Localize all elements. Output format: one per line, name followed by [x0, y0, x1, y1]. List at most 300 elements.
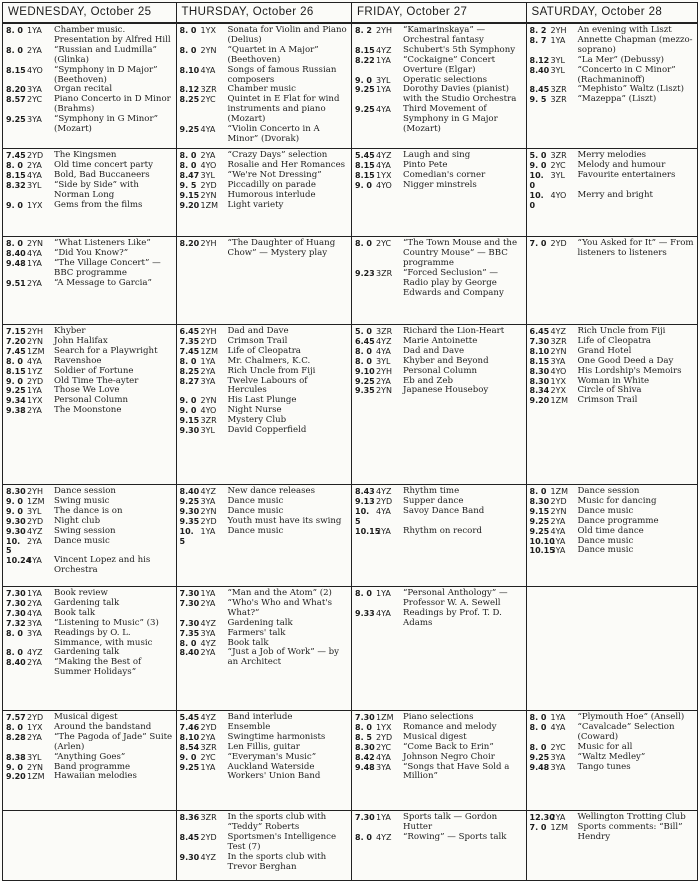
entry-station: 1ZM [550, 396, 568, 406]
entry-station: 2YD [27, 376, 44, 386]
entry-station: 3YL [27, 506, 42, 516]
entry-station: 2YC [200, 752, 216, 762]
entry-time: 6.45 [529, 327, 550, 336]
program-entry [180, 46, 350, 66]
entry-program: The Kingsmen [54, 150, 117, 160]
entry-time: 8. 0 [355, 589, 372, 598]
entry-station: 1YX [27, 396, 43, 406]
entry-time: 8.20 [6, 85, 26, 95]
entry-time: 8. 0 [179, 45, 197, 55]
program-entry [180, 125, 350, 145]
entry-program: Life of Cleopatra [577, 335, 651, 346]
entry-station: 4YZ [376, 151, 392, 160]
entry-program: The dance is on [54, 505, 123, 516]
program-entry [355, 105, 524, 135]
entry-station: 1ZM [27, 496, 45, 506]
entry-time: 8. 0 [355, 346, 372, 356]
entry-program: Personal Column [54, 395, 129, 406]
entry-station: 1YA [376, 813, 391, 822]
cell [527, 587, 698, 710]
entry-program: Sports talk — Gordon Hutter [403, 812, 498, 832]
cell [527, 149, 698, 236]
program-entry [180, 426, 350, 436]
entry-time: 7.30 [529, 336, 550, 346]
entry-time: 8. 0 [179, 151, 197, 160]
entry-program: Humorous interlude [227, 189, 316, 200]
entry-station: 4YA [550, 722, 566, 732]
entry-station: 4YZ [200, 618, 216, 628]
entry-time: 7. 0 [529, 239, 547, 248]
program-entry [355, 833, 524, 843]
entry-station: 1YX [550, 376, 566, 386]
program-entry [355, 269, 524, 299]
entry-program: “The Daughter of Huang Chow” — Mystery play [227, 238, 336, 258]
entry-station: 2YH [376, 366, 392, 376]
entry-station: 3ZR [200, 416, 217, 426]
entry-station: 3YL [550, 65, 565, 75]
entry-time: 8. 7 [529, 35, 547, 45]
entry-program: In the sports club with Trevor Berghan [227, 851, 327, 872]
entry-time: 8.20 [179, 239, 200, 248]
entry-station: 2YA [550, 516, 566, 526]
entry-time: 9.48 [529, 762, 550, 772]
entry-station: 1YA [27, 386, 42, 396]
entry-station: 3YL [200, 170, 215, 180]
entry-time: 9.25 [6, 115, 26, 125]
entry-time: 8.30 [529, 496, 550, 506]
entry-program: Readings by Prof. T. D. Adams [403, 607, 502, 628]
entry-time: 9.15 [179, 190, 200, 200]
cell [352, 149, 527, 236]
entry-program: David Copperfield [227, 425, 307, 436]
entry-program: Rhythm time [403, 486, 460, 496]
entry-program: One Good Deed a Day [577, 355, 674, 366]
entry-program: “Just a Job of Work” — by an Architect [227, 647, 340, 668]
entry-program: Youth must have its swing [227, 515, 342, 526]
entry-station: 2YA [200, 151, 216, 160]
entry-station: 3ZR [376, 268, 393, 278]
entry-time: 9. 0 [6, 200, 23, 210]
entry-station: 4YA [200, 125, 216, 135]
entry-time: 8. 0 [6, 239, 23, 248]
cell [352, 711, 527, 810]
cell [3, 325, 177, 484]
entry-time: 9.30 [179, 506, 200, 516]
entry-time: 9.20 [6, 772, 26, 782]
entry-program: Tango tunes [577, 761, 631, 772]
entry-station: 4YZ [200, 852, 216, 862]
entry-program: In the sports club with “Teddy” Roberts [227, 812, 327, 832]
entry-program: Khyber [54, 326, 86, 336]
entry-station: 1YX [200, 26, 216, 35]
entry-program: Dance music [577, 545, 634, 556]
entry-station: 4YZ [376, 487, 392, 496]
cell [352, 24, 527, 148]
entry-program: Len Fillis, guitar [227, 741, 300, 752]
entry-program: “Personal Anthology” — Professor W. A. Sewell [403, 588, 508, 608]
entry-time: 6.45 [179, 327, 200, 336]
program-entry [530, 191, 696, 211]
entry-program: Melody and humour [577, 159, 666, 170]
entry-station: 1YA [550, 713, 566, 722]
entry-time: 9.25 [529, 516, 550, 526]
entry-time: 8. 0 [6, 26, 23, 35]
entry-station: 4YA [550, 526, 566, 536]
entry-time: 8. 0 [6, 356, 23, 366]
entry-time: 9. 0 [529, 160, 547, 170]
entry-station: 2YH [27, 487, 43, 496]
entry-station: 1YA [27, 26, 42, 35]
entry-program: Crimson Trail [577, 395, 638, 406]
entry-station: 1YX [27, 722, 43, 732]
entry-time: 8.15 [6, 366, 26, 376]
entry-program: Piccadilly on parade [227, 179, 316, 190]
entry-station: 1ZM [550, 487, 568, 496]
entry-program: Rhythm on record [403, 525, 482, 536]
entry-station: 4YZ [376, 336, 392, 346]
entry-station: 3YL [376, 75, 391, 85]
entry-station: 1YA [550, 35, 566, 45]
entry-station: 2YN [550, 346, 567, 356]
entry-station: 1YA [376, 55, 391, 65]
entry-time: 5. 0 [529, 151, 547, 160]
entry-program: Old time concert party [54, 159, 153, 170]
entry-station: 1ZM [200, 346, 218, 356]
program-entry [355, 56, 524, 76]
cell [3, 149, 177, 236]
program-entry [530, 66, 696, 86]
entry-program: Swingtime harmonists [227, 731, 326, 742]
program-entry [530, 723, 696, 743]
entry-time: 10. 5 [6, 536, 21, 556]
entry-station: 3YA [27, 85, 42, 95]
entry-time: 8.15 [529, 356, 550, 366]
entry-program: Eb and Zeb [403, 375, 453, 386]
entry-program: Dance music [227, 505, 284, 516]
entry-program: Band programme [54, 761, 131, 772]
entry-time: 9. 0 [355, 180, 372, 190]
entry-time: 10. 0 [529, 190, 544, 210]
entry-program: Gems from the films [54, 199, 143, 210]
entry-program: Dance programme [577, 515, 659, 526]
program-entry [180, 95, 350, 125]
entry-station: 3ZR [550, 85, 567, 95]
entry-station: 2YD [376, 732, 393, 742]
program-entry [355, 609, 524, 629]
entry-station: 1YX [376, 722, 392, 732]
entry-time: 8.15 [6, 170, 26, 180]
cell [177, 325, 353, 484]
entry-program: Circle of Shiva [577, 385, 642, 396]
entry-time: 9.48 [355, 762, 375, 772]
entry-time: 9.35 [179, 516, 200, 526]
entry-station: 3YA [550, 752, 566, 762]
row-band-music [3, 711, 697, 811]
entry-program: Third Movement of Symphony in G Major (Mozart) [403, 104, 498, 135]
entry-time: 8.45 [529, 85, 550, 95]
entry-time: 9.25 [355, 85, 375, 95]
entry-time: 8.25 [179, 366, 200, 376]
day-header: FRIDAY, October 27 [352, 3, 527, 22]
entry-time: 9.20 [179, 200, 200, 210]
day-header: THURSDAY, October 26 [177, 3, 353, 22]
entry-time: 7.30 [179, 618, 200, 628]
entry-time: 8.32 [6, 180, 26, 190]
cell [3, 485, 177, 586]
entry-program: Pinto Pete [403, 159, 448, 170]
entry-time: 9.10 [355, 366, 375, 376]
entry-station: 2YD [200, 180, 217, 190]
entry-time: 7.30 [179, 589, 200, 598]
entry-station: 2YA [27, 45, 42, 55]
entry-program: His Last Plunge [227, 395, 297, 406]
program-entry [355, 85, 524, 105]
program-entry [180, 753, 350, 763]
entry-station: 3YL [376, 356, 391, 366]
entry-program: Merry and bright [577, 189, 653, 200]
entry-station: 2YH [200, 239, 217, 248]
entry-station: 2YN [200, 396, 217, 406]
entry-station: 2YA [200, 648, 216, 658]
entry-program: Japanese Houseboy [403, 385, 489, 396]
entry-time: 7.30 [6, 598, 26, 608]
entry-station: 4YZ [200, 713, 216, 722]
entry-time: 9.13 [355, 496, 375, 506]
entry-station: 2YA [27, 732, 42, 742]
entry-program: “La Mer” (Debussy) [577, 54, 664, 65]
entry-time: 8. 0 [529, 713, 547, 722]
entry-station: 2YC [376, 239, 392, 248]
entry-station: 3YA [27, 115, 42, 125]
cell [177, 587, 353, 710]
entry-program: “Violin Concerto in A Minor” (Dvorak) [227, 124, 320, 144]
cell [3, 811, 177, 880]
entry-program: Book talk [227, 637, 269, 648]
entry-program: Night Nurse [227, 405, 282, 416]
entry-time: 9.23 [355, 268, 375, 278]
entry-program: Farmers' talk [227, 627, 286, 638]
entry-program: Laugh and sing [403, 150, 471, 160]
program-entry [530, 396, 696, 406]
program-entry [530, 36, 696, 56]
entry-station: 2YH [27, 327, 43, 336]
entry-program: Mr. Chalmers, K.C. [227, 355, 311, 366]
entry-time: 8.47 [179, 170, 200, 180]
program-rows [3, 24, 697, 880]
entry-program: Swing music [54, 495, 110, 506]
entry-program: Book review [54, 588, 108, 598]
entry-program: “Plymouth Hoe” (Ansell) [577, 712, 685, 722]
entry-time: 7. 0 [529, 822, 547, 832]
entry-time: 9.25 [355, 105, 375, 115]
entry-program: Swing session [54, 525, 116, 536]
entry-station: 2YN [200, 506, 217, 516]
entry-time: 5.45 [355, 151, 375, 160]
entry-time: 7.45 [179, 346, 200, 356]
entry-time: 8.30 [529, 366, 550, 376]
entry-station: 4YO [550, 190, 567, 200]
entry-time: 8.28 [6, 732, 26, 742]
entry-station: 3YL [550, 170, 565, 180]
entry-program: Comedian's corner [403, 169, 486, 180]
entry-program: Grand Hotel [577, 345, 632, 356]
entry-program: “Did You Know?” [54, 247, 129, 258]
entry-station: 1YA [376, 589, 391, 598]
entry-program: Dance music [227, 525, 284, 536]
entry-time: 7.30 [355, 713, 375, 722]
entry-program: Those We Love [54, 385, 120, 396]
program-entry [6, 259, 174, 279]
entry-station: 1ZM [27, 346, 45, 356]
entry-program: Crimson Trail [227, 335, 288, 346]
entry-program: Nigger minstrels [403, 179, 477, 190]
program-entry [6, 406, 174, 416]
entry-time: 8.22 [355, 55, 375, 65]
entry-station: 1ZM [27, 772, 45, 782]
entry-time: 8. 0 [6, 648, 23, 658]
program-entry [180, 833, 350, 853]
entry-time: 7.45 [6, 151, 26, 160]
program-entry [180, 26, 350, 46]
row-sports [3, 811, 697, 880]
entry-station: 3ZR [200, 85, 217, 95]
day-header: SATURDAY, October 28 [531, 6, 663, 18]
entry-program: “You Asked for It” — From listeners to listeners [577, 238, 694, 258]
entry-station: 2YN [27, 762, 43, 772]
entry-program: Mystery Club [227, 415, 287, 426]
entry-program: “Who's Who and What's What?” [227, 597, 333, 618]
entry-station: 3YL [27, 752, 42, 762]
cell [352, 485, 527, 586]
entry-station: 2YA [27, 406, 42, 416]
entry-station: 2YA [27, 278, 42, 288]
entry-station: 2YD [200, 336, 217, 346]
entry-program: “Anything Goes” [54, 751, 126, 762]
entry-station: 1YA [27, 589, 42, 598]
entry-program: Old Time The-ayter [54, 375, 139, 386]
program-entry [355, 507, 524, 527]
entry-station: 4YO [200, 406, 217, 416]
entry-time: 9.30 [179, 426, 200, 436]
cell [177, 811, 353, 880]
entry-station: 2YA [550, 813, 566, 822]
entry-station: 3YA [550, 546, 566, 556]
entry-program: Gardening talk [54, 647, 120, 658]
program-entry [6, 279, 174, 289]
entry-station: 2YA [27, 536, 42, 546]
cell [352, 325, 527, 484]
program-entry [180, 239, 350, 259]
entry-program: Annette Chapman (mezzo-soprano) [577, 34, 693, 55]
entry-program: “Russian and Ludmilla” (Glinka) [54, 44, 157, 65]
entry-station: 2YD [27, 516, 44, 526]
entry-station: 4YA [376, 105, 391, 115]
entry-station: 2YA [200, 598, 216, 608]
entry-station: 4YA [200, 65, 216, 75]
entry-time: 8.15 [6, 65, 26, 75]
entry-program: Musical digest [403, 731, 467, 742]
cell [177, 24, 353, 148]
entry-station: 2YH [200, 327, 217, 336]
program-entry [355, 763, 524, 783]
entry-program: Readings by O. L. Simmance, with music [54, 627, 153, 648]
entry-time: 9. 0 [6, 506, 23, 516]
entry-time: 9. 0 [6, 762, 23, 772]
entry-time: 9. 0 [6, 376, 23, 386]
entry-program: Vincent Lopez and his Orchestra [54, 555, 151, 576]
entry-station: 2YA [27, 658, 42, 668]
entry-program: An evening with Liszt [577, 25, 672, 35]
cell [527, 325, 698, 484]
entry-time: 8. 5 [355, 732, 372, 742]
entry-time: 9.30 [179, 852, 200, 862]
entry-program: “Crazy Days” selection [227, 150, 328, 160]
entry-program: Savoy Dance Band [403, 505, 485, 516]
entry-time: 7.45 [6, 346, 26, 356]
program-entry [355, 527, 524, 537]
entry-time: 9.15 [179, 416, 200, 426]
program-entry [355, 26, 524, 46]
program-entry [355, 589, 524, 609]
entry-time: 8.40 [6, 248, 26, 258]
entry-station: 3ZR [376, 327, 393, 336]
cell [527, 237, 698, 324]
entry-time: 7.30 [355, 813, 375, 822]
cell [3, 587, 177, 710]
entry-station: 2YC [550, 742, 566, 752]
program-entry [355, 813, 524, 833]
entry-time: 8. 2 [355, 26, 372, 35]
entry-time: 8. 0 [179, 638, 197, 648]
entry-station: 3YA [200, 376, 216, 386]
entry-station: 2YD [376, 496, 393, 506]
entry-time: 8. 0 [179, 26, 197, 35]
entry-time: 8. 0 [179, 160, 197, 170]
entry-station: 3YA [376, 762, 391, 772]
entry-time: 8.36 [179, 813, 200, 822]
program-entry [6, 26, 174, 46]
entry-time: 9. 0 [179, 396, 197, 406]
cell [352, 811, 527, 880]
entry-time: 9.25 [179, 762, 200, 772]
entry-time: 8.12 [179, 85, 200, 95]
entry-program: “Symphony in G Minor” (Mozart) [54, 114, 158, 135]
entry-program: Light variety [227, 199, 284, 210]
row-classical [3, 24, 697, 149]
entry-station: 2YA [376, 526, 391, 536]
entry-program: Dance session [54, 486, 116, 496]
entry-time: 8. 0 [6, 45, 23, 55]
entry-station: 2YH [550, 26, 567, 35]
entry-station: 2YN [376, 386, 392, 396]
entry-station: 2YD [27, 713, 44, 722]
entry-station: 1YX [27, 200, 43, 210]
entry-time: 8. 2 [529, 26, 547, 35]
entry-station: 2YN [550, 506, 567, 516]
entry-program: Dance music [577, 535, 634, 546]
cell [527, 24, 698, 148]
entry-station: 1YA [200, 762, 216, 772]
row-serials [3, 325, 697, 485]
entry-program: Around the bandstand [54, 721, 152, 732]
program-entry [180, 527, 350, 547]
entry-program: Gardening talk [227, 617, 293, 628]
entry-program: “Symphony in D Major” (Beethoven) [54, 64, 158, 85]
entry-station: 2YN [200, 45, 217, 55]
entry-time: 7.57 [6, 713, 26, 722]
entry-station: 2YA [27, 160, 42, 170]
entry-time: 8.15 [355, 45, 375, 55]
